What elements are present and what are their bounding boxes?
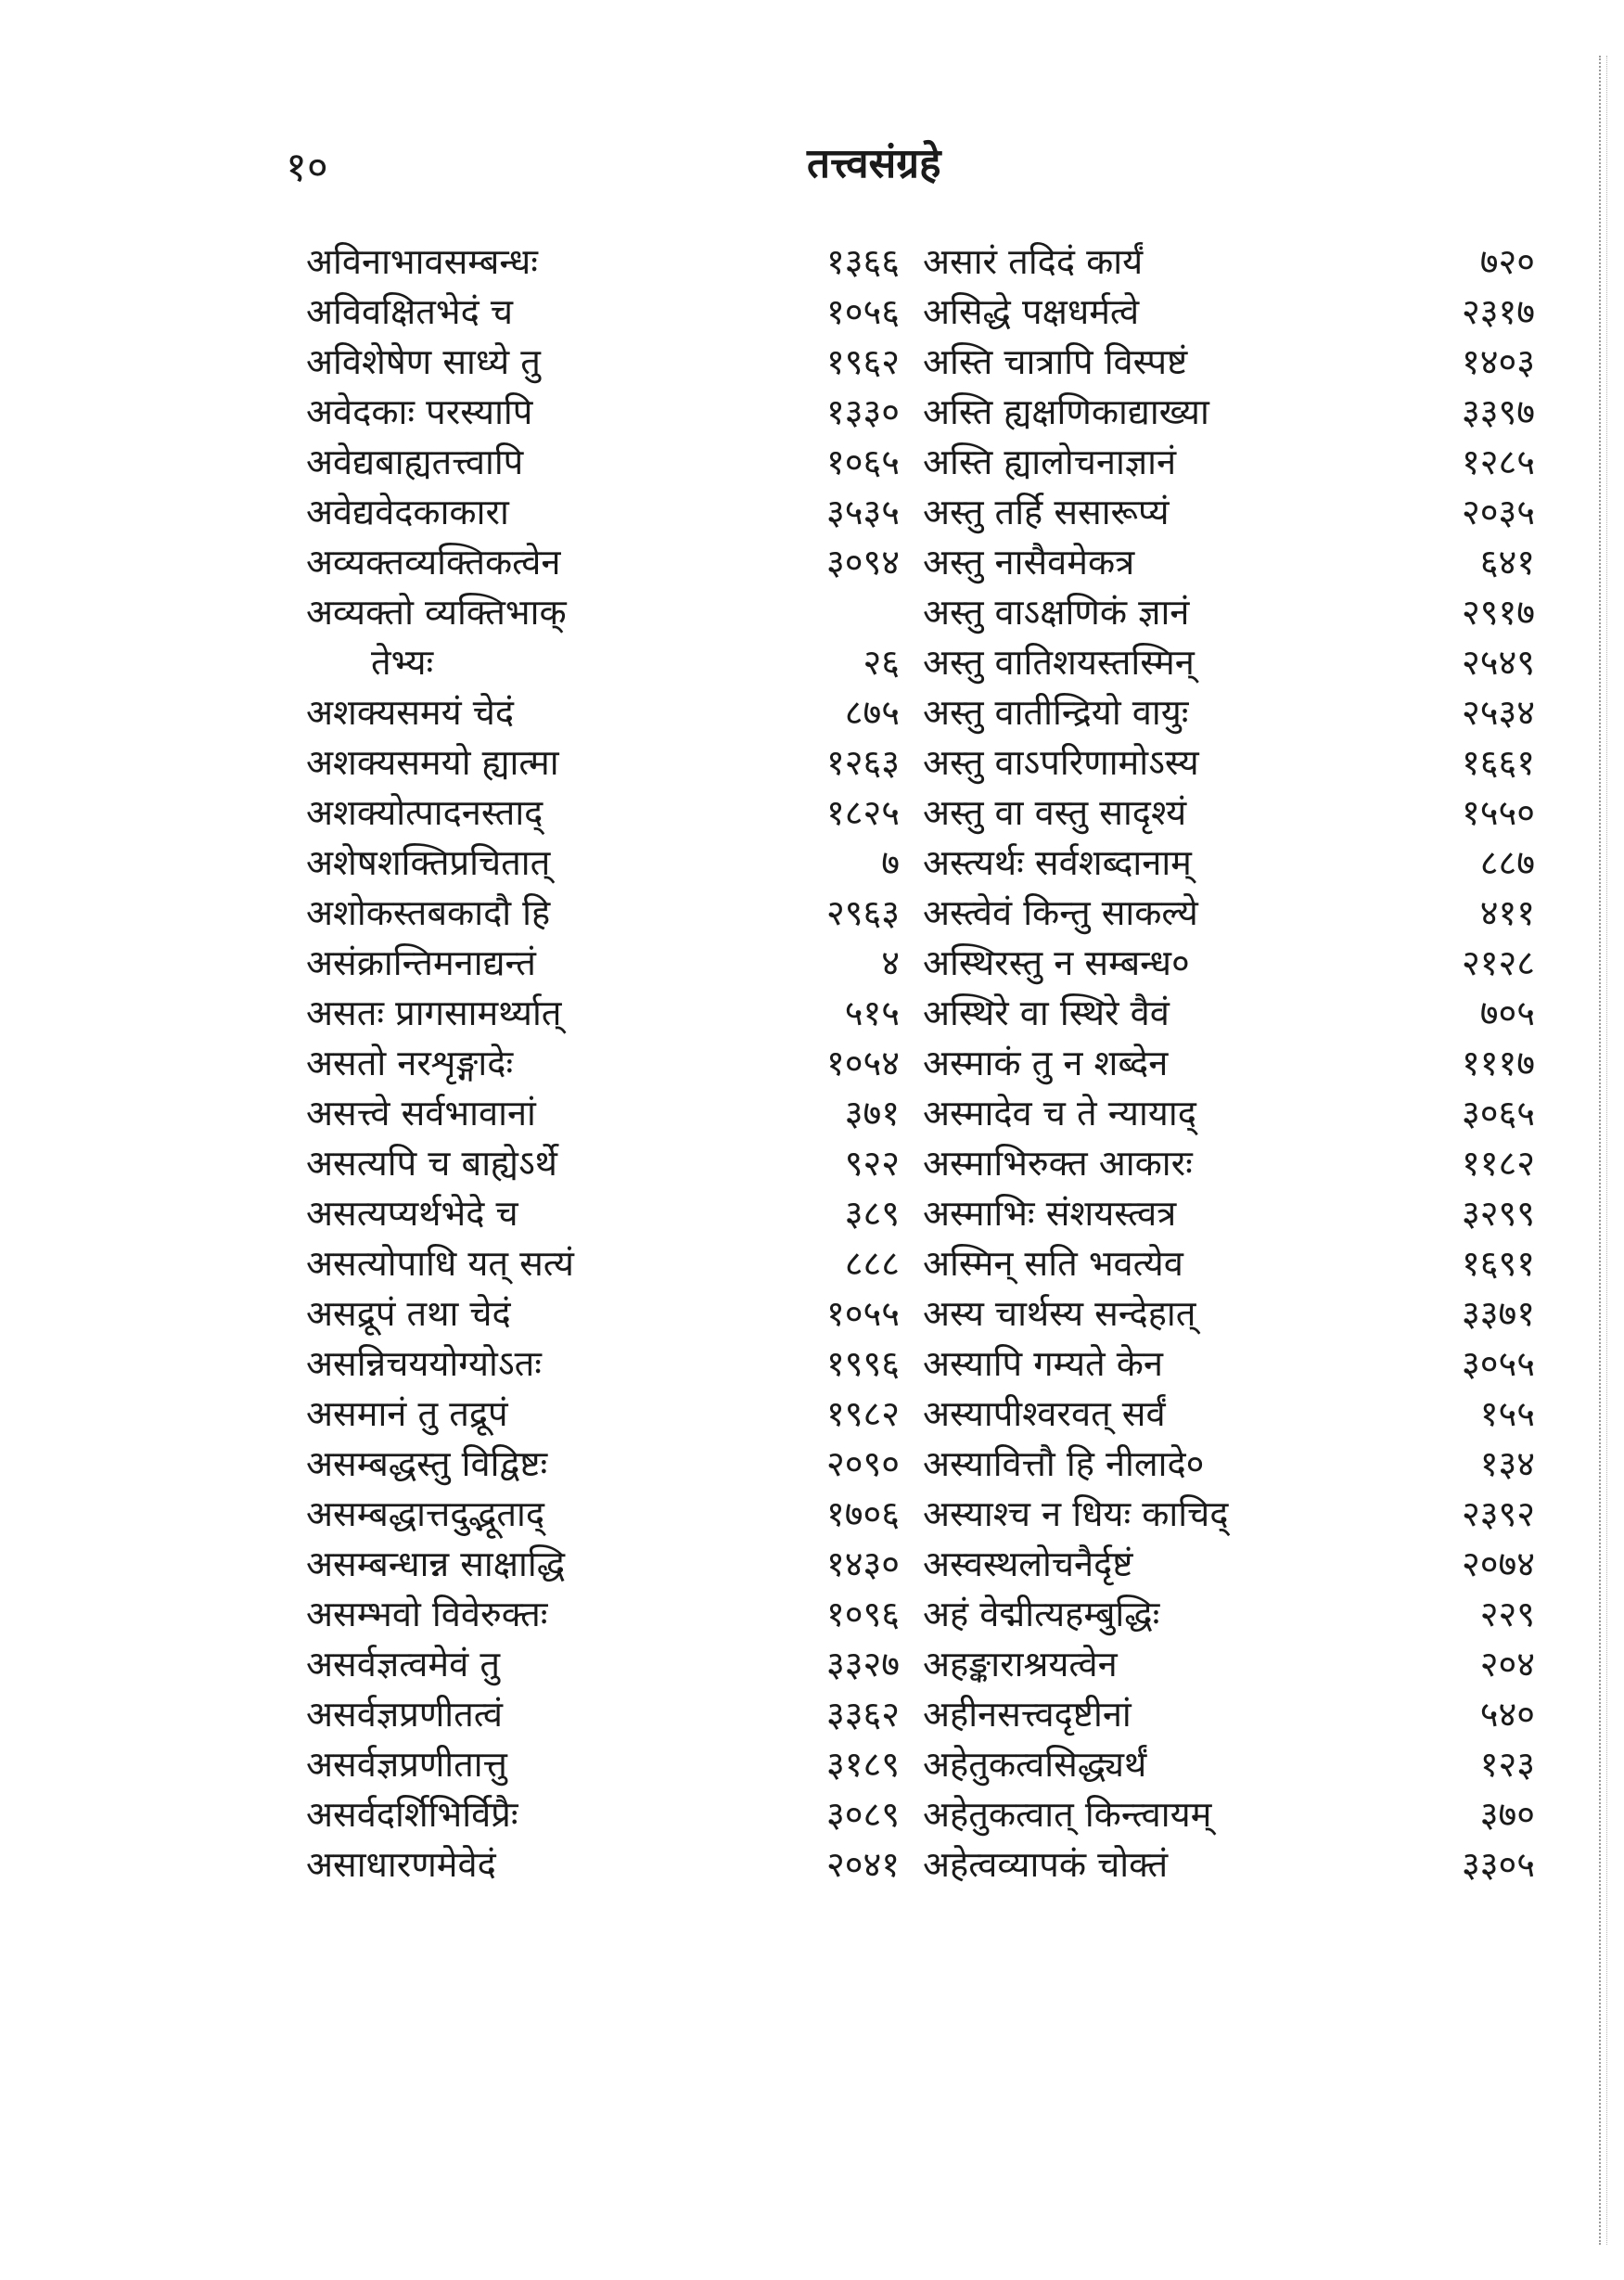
verse-beginning: अहीनसत्त्वदृष्टीनां — [923, 1694, 1132, 1735]
verse-number: १९९६ — [825, 1343, 900, 1384]
verse-beginning: अशक्यसमयो ह्यात्मा — [306, 742, 559, 783]
verse-number: १३६६ — [825, 241, 900, 282]
index-entry — [306, 337, 900, 387]
verse-number: ४११ — [1479, 892, 1535, 933]
index-entry — [306, 1188, 900, 1238]
index-entry — [306, 888, 900, 938]
verse-number: २३९२ — [1461, 1493, 1535, 1534]
verse-number: ३७१ — [844, 1093, 900, 1134]
verse-beginning: असम्बद्धात्तदुद्भूताद् — [306, 1493, 545, 1534]
verse-beginning: अस्माभिरुक्त आकारः — [923, 1143, 1193, 1184]
verse-beginning: अविवक्षितभेदं च — [306, 291, 513, 332]
index-entry — [306, 1739, 900, 1789]
verse-beginning: असत्यपि च बाह्येऽर्थे — [306, 1143, 557, 1184]
verse-beginning: अहेतुकत्वसिद्ध्यर्थं — [923, 1744, 1147, 1785]
verse-number: ५१५ — [844, 993, 900, 1033]
index-entry — [923, 537, 1535, 587]
verse-beginning: अस्यापीश्वरवत् सर्वं — [923, 1393, 1166, 1434]
verse-number: १२८५ — [1461, 442, 1535, 482]
verse-beginning: असत्योपाधि यत् सत्यं — [306, 1243, 574, 1284]
index-entry — [306, 237, 900, 287]
verse-number: २१२८ — [1461, 942, 1535, 983]
verse-number: १२३ — [1479, 1744, 1535, 1785]
verse-beginning: अस्माभिः संशयस्त्वत्र — [923, 1193, 1177, 1234]
index-entry — [306, 1389, 900, 1439]
index-entry — [923, 737, 1535, 788]
index-entry — [923, 337, 1535, 387]
index-entry — [923, 1689, 1535, 1739]
verse-beginning: असत्यप्यर्थभेदे च — [306, 1193, 518, 1234]
index-entry — [306, 387, 900, 437]
index-entry — [306, 1088, 900, 1138]
index-entry — [306, 1038, 900, 1088]
verse-beginning: असंक्रान्तिमनाद्यन्तं — [306, 942, 536, 983]
verse-beginning: अवेद्यवेदकाकारा — [306, 492, 509, 532]
index-entry — [923, 237, 1535, 287]
verse-beginning: असर्वदर्शिभिर्विप्रैः — [306, 1794, 518, 1835]
verse-beginning: अस्तु नासैवमेकत्र — [923, 542, 1135, 583]
verse-number: १३४ — [1479, 1443, 1535, 1484]
verse-number: २२९ — [1479, 1594, 1535, 1634]
verse-beginning: अस्ति ह्यालोचनाज्ञानं — [923, 442, 1177, 482]
verse-number: ७ — [881, 842, 900, 883]
verse-number: ३३९७ — [1461, 391, 1535, 432]
index-entry — [306, 737, 900, 788]
verse-beginning: असम्बन्धान्न साक्षाद्धि — [306, 1543, 566, 1584]
verse-number: २६ — [863, 642, 900, 683]
verse-number: ५४० — [1479, 1694, 1535, 1735]
verse-number: १०५५ — [825, 1293, 900, 1334]
index-entry — [923, 1238, 1535, 1288]
index-entry — [306, 1789, 900, 1839]
index-entry — [923, 1288, 1535, 1339]
verse-beginning: अस्मिन् सति भवत्येव — [923, 1243, 1183, 1284]
left-index-column — [306, 237, 900, 1889]
index-entry — [923, 988, 1535, 1038]
index-entry — [923, 1138, 1535, 1188]
verse-beginning: असर्वज्ञत्वमेवं तु — [306, 1644, 500, 1684]
verse-beginning: अस्थिरस्तु न सम्बन्ध० — [923, 942, 1190, 983]
verse-beginning: अस्तु वातिशयस्तस्मिन् — [923, 642, 1195, 683]
index-entry — [923, 487, 1535, 537]
verse-beginning: अस्ति चात्रापि विस्पष्टं — [923, 341, 1188, 382]
verse-beginning: अस्थिरे वा स्थिरे वैवं — [923, 993, 1170, 1033]
verse-number: ३३०५ — [1461, 1844, 1535, 1885]
verse-number: २०४ — [1479, 1644, 1535, 1684]
verse-number: २०४१ — [825, 1844, 900, 1885]
index-entry — [923, 1839, 1535, 1889]
index-entry — [306, 1539, 900, 1589]
verse-beginning: अशोकस्तबकादौ हि — [306, 892, 551, 933]
verse-number: ३०९४ — [825, 542, 900, 583]
verse-beginning: अस्यावित्तौ हि नीलादे० — [923, 1443, 1205, 1484]
right-index-column — [923, 237, 1535, 1889]
verse-beginning: असाधारणमेवेदं — [306, 1844, 496, 1885]
verse-beginning: अस्तु वाऽक्षणिकं ज्ञानं — [923, 592, 1190, 633]
verse-beginning: अस्त्वेवं किन्तु साकल्ये — [923, 892, 1198, 933]
verse-number: १०६५ — [825, 442, 900, 482]
verse-number: १२६३ — [825, 742, 900, 783]
verse-beginning: अस्तु वाऽपरिणामोऽस्य — [923, 742, 1199, 783]
verse-number: १९६२ — [825, 341, 900, 382]
index-entry — [923, 1789, 1535, 1839]
verse-beginning: अवेदकाः परस्यापि — [306, 391, 533, 432]
index-entry — [306, 1589, 900, 1639]
verse-number: ३७० — [1479, 1794, 1535, 1835]
index-entry — [306, 1288, 900, 1339]
page-number: १० — [286, 144, 328, 191]
verse-number: १११७ — [1461, 1043, 1535, 1083]
index-entry — [306, 587, 900, 637]
verse-number: १६६१ — [1461, 742, 1535, 783]
verse-number: ३०५५ — [1461, 1343, 1535, 1384]
verse-beginning: असत्त्वे सर्वभावानां — [306, 1093, 536, 1134]
index-entry — [306, 1839, 900, 1889]
index-entry — [923, 587, 1535, 637]
verse-beginning: अस्तु तर्हि ससारूप्यं — [923, 492, 1170, 532]
index-entry — [923, 687, 1535, 737]
verse-beginning: असिद्धे पक्षधर्मत्वे — [923, 291, 1140, 332]
index-entry — [306, 1238, 900, 1288]
verse-beginning: अव्यक्तो व्यक्तिभाक् — [306, 592, 567, 633]
verse-number: २९१७ — [1461, 592, 1535, 633]
verse-number: ११८२ — [1461, 1143, 1535, 1184]
index-entry — [923, 1739, 1535, 1789]
verse-beginning: असतः प्रागसामर्थ्यात् — [306, 993, 562, 1033]
page-header — [0, 130, 1624, 195]
verse-number: ८८८ — [844, 1243, 900, 1284]
verse-beginning: अस्वस्थलोचनैर्दृष्टं — [923, 1543, 1133, 1584]
verse-number: १५५ — [1479, 1393, 1535, 1434]
verse-beginning: अस्यापि गम्यते केन — [923, 1343, 1163, 1384]
running-title: तत्त्वसंग्रहे — [807, 140, 941, 187]
verse-number: २०७४ — [1461, 1543, 1535, 1584]
verse-number: १६९१ — [1461, 1243, 1535, 1284]
verse-number: २०९० — [825, 1443, 900, 1484]
verse-number: १३३० — [825, 391, 900, 432]
verse-beginning: अहेत्वव्यापकं चोक्तं — [923, 1844, 1169, 1885]
index-entry — [306, 838, 900, 888]
index-entry — [923, 1639, 1535, 1689]
verse-beginning: असर्वज्ञप्रणीतत्वं — [306, 1694, 504, 1735]
page-edge-border — [1599, 56, 1607, 2245]
verse-beginning: अविशेषेण साध्ये तु — [306, 341, 541, 382]
index-entry — [923, 437, 1535, 487]
index-entry — [306, 1639, 900, 1689]
verse-beginning: अहं वेद्मीत्यहम्बुद्धिः — [923, 1594, 1160, 1634]
verse-beginning: असतो नरशृङ्गादेः — [306, 1043, 514, 1083]
verse-number: १९८२ — [825, 1393, 900, 1434]
verse-number: ३१८९ — [825, 1744, 900, 1785]
index-entry — [923, 1489, 1535, 1539]
verse-number: ३२९९ — [1461, 1193, 1535, 1234]
verse-beginning: असमानं तु तद्रूपं — [306, 1393, 508, 1434]
verse-number: ३३२७ — [825, 1644, 900, 1684]
verse-beginning: अस्त्यर्थः सर्वशब्दानाम् — [923, 842, 1192, 883]
verse-number: २५३४ — [1461, 692, 1535, 733]
verse-number: १५५० — [1461, 792, 1535, 833]
index-entry — [306, 287, 900, 337]
index-entry — [306, 487, 900, 537]
index-entry — [306, 1339, 900, 1389]
index-entry — [923, 637, 1535, 687]
verse-beginning: अशेषशक्तिप्रचितात् — [306, 842, 551, 883]
verse-number: २५४९ — [1461, 642, 1535, 683]
verse-number: ३५३५ — [825, 492, 900, 532]
verse-number: १०५४ — [825, 1043, 900, 1083]
index-entry — [306, 1489, 900, 1539]
verse-number: १०५६ — [825, 291, 900, 332]
verse-beginning: अस्माकं तु न शब्देन — [923, 1043, 1169, 1083]
verse-beginning: अहेतुकत्वात् किन्त्वायम् — [923, 1794, 1212, 1835]
verse-beginning: अस्य चार्थस्य सन्देहात् — [923, 1293, 1196, 1334]
verse-beginning: तेभ्यः — [371, 642, 434, 683]
index-entry — [923, 1038, 1535, 1088]
index-entry — [306, 687, 900, 737]
verse-number: ९२२ — [844, 1143, 900, 1184]
verse-number: २९६३ — [825, 892, 900, 933]
index-entry — [923, 1339, 1535, 1389]
verse-number: १७०६ — [825, 1493, 900, 1534]
verse-number: ७२० — [1479, 241, 1535, 282]
index-entry — [306, 988, 900, 1038]
verse-number: ४ — [881, 942, 900, 983]
verse-number: ३०८९ — [825, 1794, 900, 1835]
verse-number: २०३५ — [1461, 492, 1535, 532]
index-entry — [923, 1539, 1535, 1589]
index-entry — [923, 1589, 1535, 1639]
index-entry — [306, 1689, 900, 1739]
verse-number: ३८९ — [844, 1193, 900, 1234]
verse-beginning: अव्यक्तव्यक्तिकत्वेन — [306, 542, 561, 583]
verse-number: ८८७ — [1479, 842, 1535, 883]
index-entry — [923, 1188, 1535, 1238]
verse-beginning: असद्रूपं तथा चेदं — [306, 1293, 511, 1334]
verse-number: ७०५ — [1479, 993, 1535, 1033]
verse-number: ३३७१ — [1461, 1293, 1535, 1334]
verse-number: १४०३ — [1461, 341, 1535, 382]
verse-number: ३०६५ — [1461, 1093, 1535, 1134]
verse-number: २३१७ — [1461, 291, 1535, 332]
index-entry — [306, 788, 900, 838]
verse-number: ८७५ — [844, 692, 900, 733]
verse-beginning: अस्याश्च न धियः काचिद् — [923, 1493, 1229, 1534]
index-entry — [923, 1389, 1535, 1439]
index-entry — [306, 537, 900, 587]
verse-number: ३३६२ — [825, 1694, 900, 1735]
verse-beginning: अहङ्काराश्रयत्वेन — [923, 1644, 1118, 1684]
verse-beginning: असन्निचययोग्योऽतः — [306, 1343, 542, 1384]
verse-beginning: अस्ति ह्यक्षणिकाद्याख्या — [923, 391, 1209, 432]
index-entry — [306, 938, 900, 988]
index-entry — [923, 938, 1535, 988]
index-entry — [923, 387, 1535, 437]
verse-beginning: अस्तु वा वस्तु सादृश्यं — [923, 792, 1187, 833]
verse-beginning: अशक्योत्पादनस्ताद् — [306, 792, 543, 833]
verse-beginning: अवेद्यबाह्यतत्त्वापि — [306, 442, 524, 482]
index-entry — [923, 838, 1535, 888]
verse-beginning: असर्वज्ञप्रणीतात्तु — [306, 1744, 507, 1785]
verse-number: १०९६ — [825, 1594, 900, 1634]
verse-beginning: असम्भवो विवेरुक्तः — [306, 1594, 548, 1634]
index-entry — [306, 1439, 900, 1489]
index-entry — [923, 788, 1535, 838]
index-entry — [923, 1088, 1535, 1138]
verse-beginning: अविनाभावसम्बन्धः — [306, 241, 538, 282]
verse-number: १४३० — [825, 1543, 900, 1584]
verse-number: १८२५ — [825, 792, 900, 833]
verse-number: ६४१ — [1479, 542, 1535, 583]
verse-beginning: अशक्यसमयं चेदं — [306, 692, 515, 733]
index-entry — [923, 1439, 1535, 1489]
verse-beginning: अस्तु वातीन्द्रियो वायुः — [923, 692, 1189, 733]
index-entry — [306, 1138, 900, 1188]
index-entry — [923, 287, 1535, 337]
verse-beginning: असारं तदिदं कार्यं — [923, 241, 1144, 282]
index-entry — [306, 437, 900, 487]
index-entry — [923, 888, 1535, 938]
verse-beginning: अस्मादेव च ते न्यायाद् — [923, 1093, 1196, 1134]
verse-beginning: असम्बद्धस्तु विद्विष्टः — [306, 1443, 548, 1484]
index-entry — [306, 637, 900, 687]
